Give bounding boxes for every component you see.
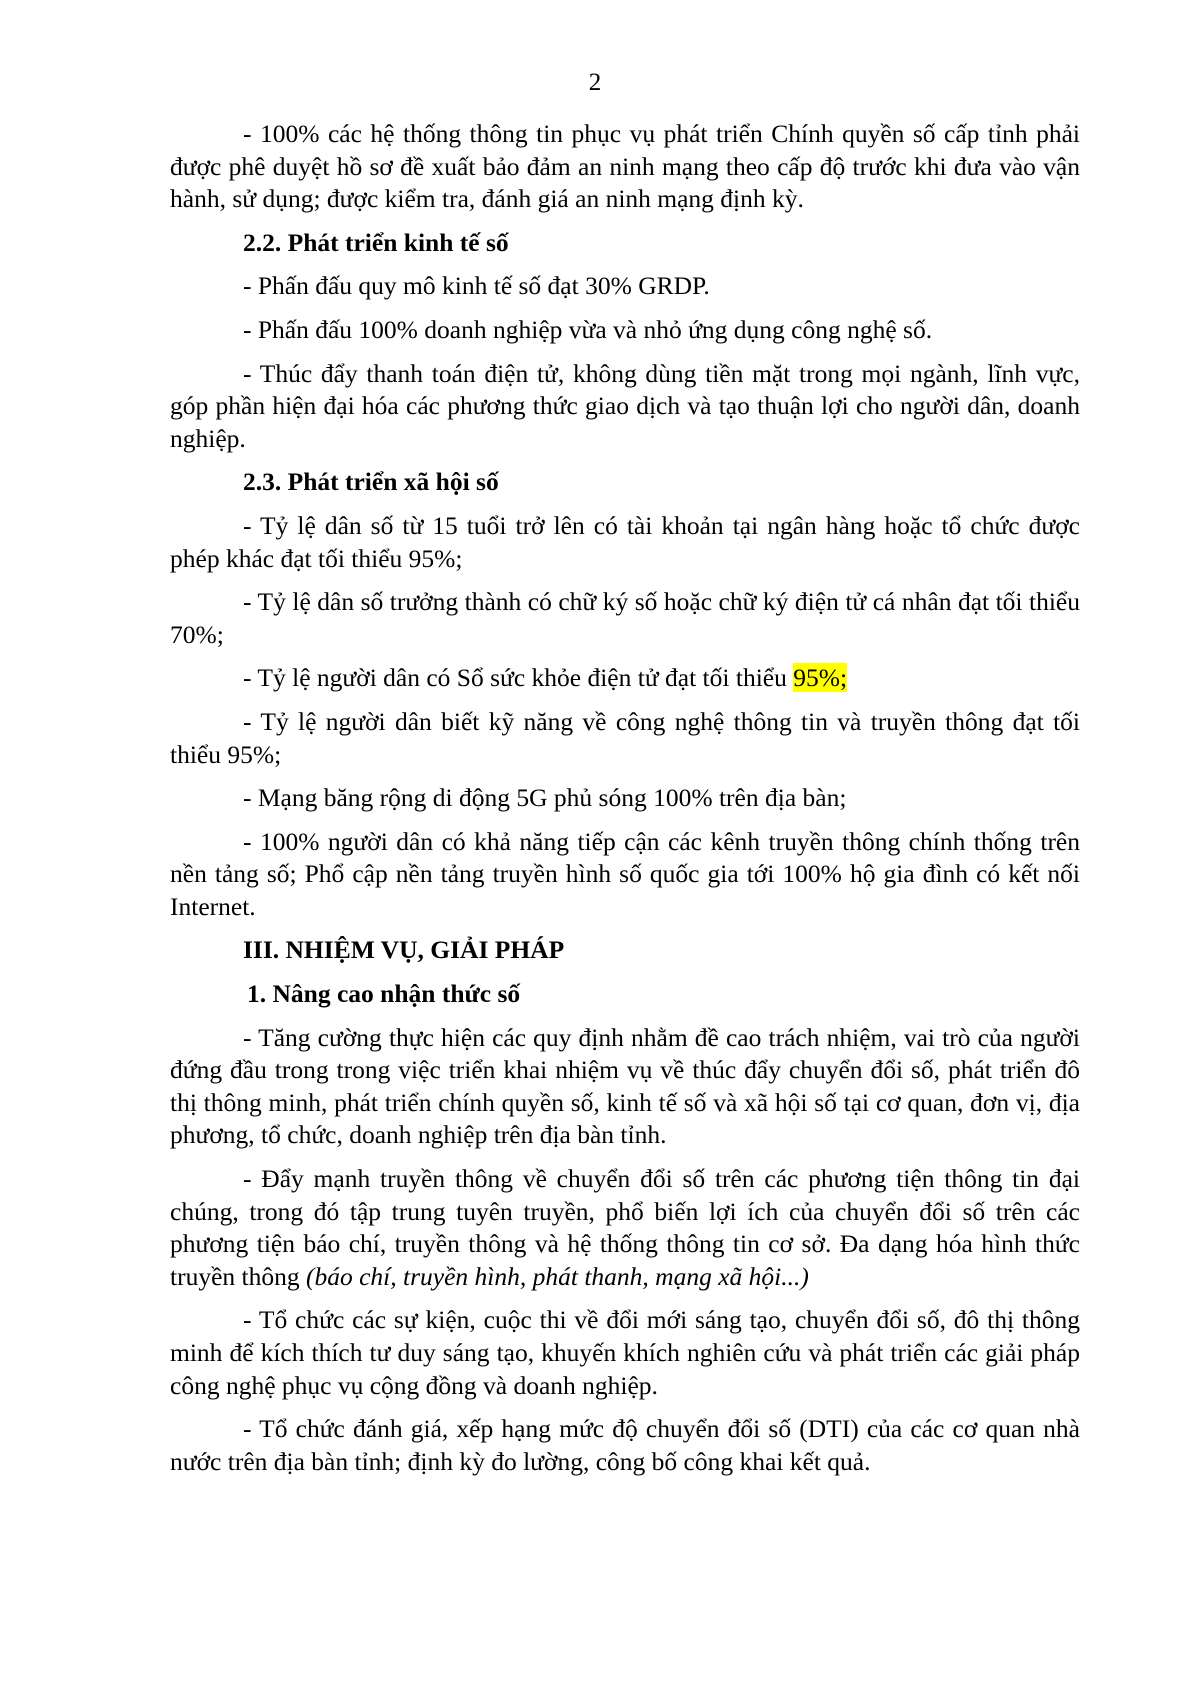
media-promotion-text: - Đẩy mạnh truyền thông về chuyển đổi số trên các phương tiện thông tin đại chúng, trong đó tập trung tuyên truyền, phổ biến lợi ích của chuyển đổi số trên các phương tiện báo chí, truyền thông và hệ thống thông tin cơ sở. Đa dạng hóa hình thức truyền thông [170, 1164, 1080, 1291]
paragraph-digital-signature: - Tỷ lệ dân số trưởng thành có chữ ký số hoặc chữ ký điện tử cá nhân đạt tối thiểu 70%; [170, 587, 1080, 649]
highlighted-percentage: 95%; [793, 663, 848, 693]
e-health-text: - Tỷ lệ người dân có Sổ sức khỏe điện tử đạt tối thiểu [243, 663, 794, 693]
paragraph-media-promotion [170, 1163, 1080, 1293]
paragraph-official-channels: - 100% người dân có khả năng tiếp cận các kênh truyền thông chính thống trên nền tảng số; Phổ cập nền tảng truyền hình số quốc gia tới 100% hộ gia đình có kết nối Internet. [170, 826, 1080, 921]
media-forms-italic: (báo chí, truyền hình, phát thanh, mạng xã hội...) [305, 1261, 809, 1291]
paragraph-bank-accounts: - Tỷ lệ dân số từ 15 tuổi trở lên có tài khoản tại ngân hàng hoặc tổ chức được phép khác đạt tối thiểu 95%; [170, 510, 1080, 573]
paragraph-sme-target: - Phấn đấu 100% doanh nghiệp vừa và nhỏ ứng dụng công nghệ số. [243, 314, 933, 344]
paragraph-dti-ranking: - Tổ chức đánh giá, xếp hạng mức độ chuyển đổi số (DTI) của các cơ quan nhà nước trên địa bàn tỉnh; định kỳ đo lường, công bố công khai kết quả. [170, 1414, 1080, 1476]
page-number: 2 [588, 69, 602, 96]
document-body [170, 118, 1080, 1489]
heading-digital-awareness: 1. Nâng cao nhận thức số [247, 979, 521, 1009]
paragraph-innovation-events: - Tổ chức các sự kiện, cuộc thi về đổi mới sáng tạo, chuyển đổi số, đô thị thông minh để kích thích tư duy sáng tạo, khuyến khích nghiên cứu và phát triển các giải pháp công nghệ phục vụ cộng đồng và doanh nghiệp. [170, 1305, 1080, 1400]
paragraph-leader-responsibility: - Tăng cường thực hiện các quy định nhằm đề cao trách nhiệm, vai trò của người đứng đầu trong trong việc triển khai nhiệm vụ về thúc đẩy chuyển đổi số, phát triển đô thị thông minh, phát triển chính quyền số, kinh tế số và xã hội số tại cơ quan, đơn vị, địa phương, tổ chức, doanh nghiệp trên địa bàn tỉnh. [170, 1022, 1080, 1150]
heading-tasks-solutions: III. NHIỆM VỤ, GIẢI PHÁP [243, 935, 565, 965]
paragraph-5g-coverage: - Mạng băng rộng di động 5G phủ sóng 100% trên địa bàn; [243, 783, 847, 813]
paragraph-e-payment: - Thúc đẩy thanh toán điện tử, không dùng tiền mặt trong mọi ngành, lĩnh vực, góp phần hiện đại hóa các phương thức giao dịch và tạo thuận lợi cho người dân, doanh nghiệp. [170, 358, 1080, 453]
paragraph-grdp-target: - Phấn đấu quy mô kinh tế số đạt 30% GRDP. [243, 271, 710, 301]
paragraph-ict-skills: - Tỷ lệ người dân biết kỹ năng về công nghệ thông tin và truyền thông đạt tối thiểu 95%; [170, 706, 1080, 769]
heading-digital-economy: 2.2. Phát triển kinh tế số [243, 227, 509, 257]
paragraph-security-systems: - 100% các hệ thống thông tin phục vụ phát triển Chính quyền số cấp tỉnh phải được phê duyệt hồ sơ đề xuất bảo đảm an ninh mạng theo cấp độ trước khi đưa vào vận hành, sử dụng; được kiểm tra, đánh giá an ninh mạng định kỳ. [170, 119, 1080, 214]
paragraph-e-health-book [170, 662, 1080, 695]
heading-digital-society: 2.3. Phát triển xã hội số [243, 467, 499, 497]
